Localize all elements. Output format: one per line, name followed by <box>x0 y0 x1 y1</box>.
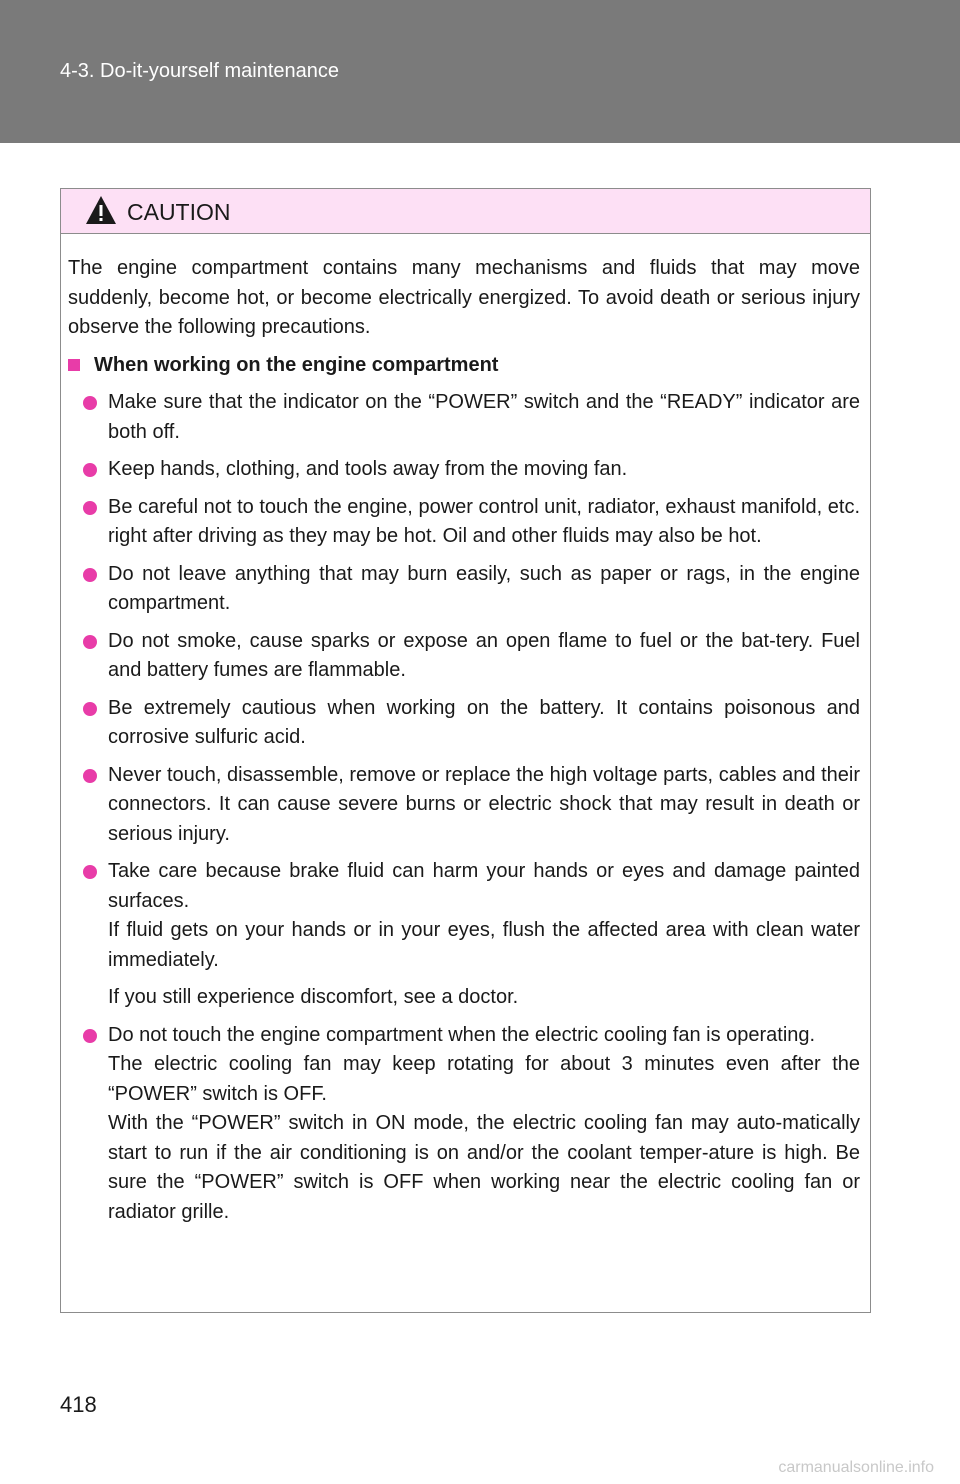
round-bullet-icon <box>83 463 97 477</box>
list-item <box>68 857 860 1013</box>
round-bullet-icon <box>83 635 97 649</box>
caution-box <box>60 188 871 1313</box>
item-text: The electric cooling fan may keep rotating for about 3 minutes even after the “POWER” switch is OFF. <box>108 1053 860 1105</box>
subhead <box>68 351 860 381</box>
item-text: Do not touch the engine compartment when the electric cooling fan is operating. <box>108 1023 816 1046</box>
item-text: Make sure that the indicator on the “POWER” switch and the “READY” indicator are both off. <box>108 391 860 443</box>
round-bullet-icon <box>83 396 97 410</box>
list-item <box>68 493 860 552</box>
list-item <box>68 560 860 619</box>
caution-title: CAUTION <box>127 199 231 225</box>
round-bullet-icon <box>83 1029 97 1043</box>
item-text: If you still experience discomfort, see a doctor. <box>108 986 519 1008</box>
item-text: Be careful not to touch the engine, power control unit, radiator, exhaust manifold, etc. right after driving as they may be hot. Oil and other fluids may also be hot. <box>108 495 860 547</box>
caution-body <box>61 234 870 1227</box>
list-item <box>68 694 860 753</box>
precaution-list <box>68 388 860 1227</box>
round-bullet-icon <box>83 501 97 515</box>
page-header <box>0 0 960 143</box>
list-item <box>68 627 860 686</box>
caution-header <box>61 189 870 234</box>
list-item <box>68 388 860 447</box>
item-text: Do not smoke, cause sparks or expose an open flame to fuel or the bat-tery. Fuel and battery fumes are flammable. <box>108 629 860 681</box>
caution-intro: The engine compartment contains many mechanisms and fluids that may move suddenly, become hot, or become electrically energized. To avoid death or serious injury observe the following precautions. <box>68 257 860 338</box>
list-item <box>68 761 860 850</box>
watermark: carmanualsonline.info <box>778 1459 934 1476</box>
list-item <box>68 455 860 485</box>
item-text: Do not leave anything that may burn easily, such as paper or rags, in the engine compartment. <box>108 562 860 614</box>
round-bullet-icon <box>83 568 97 582</box>
round-bullet-icon <box>83 702 97 716</box>
warning-icon <box>85 195 117 225</box>
page-number: 418 <box>60 1392 97 1417</box>
item-text: If fluid gets on your hands or in your eyes, flush the affected area with clean water immediately. <box>108 919 860 971</box>
item-text: Keep hands, clothing, and tools away from the moving fan. <box>108 458 628 480</box>
item-text: Never touch, disassemble, remove or replace the high voltage parts, cables and their connectors. It can cause severe burns or electric shock that may result in death or serious injury. <box>108 763 860 845</box>
section-title: 4-3. Do-it-yourself maintenance <box>60 60 340 82</box>
item-text: With the “POWER” switch in ON mode, the electric cooling fan may auto-matically start to run if the air conditioning is on and/or the coolant temper-ature is high. Be sure the “POWER” switch is OFF when working near the electric cooling fan or radiator grille. <box>108 1112 860 1223</box>
square-bullet-icon <box>68 359 80 371</box>
item-text: Be extremely cautious when working on the battery. It contains poisonous and corrosive sulfuric acid. <box>108 696 860 748</box>
subhead-text: When working on the engine compartment <box>94 353 499 376</box>
list-item <box>68 1021 860 1228</box>
item-text: Take care because brake fluid can harm your hands or eyes and damage painted surfaces. <box>108 860 860 912</box>
round-bullet-icon <box>83 865 97 879</box>
round-bullet-icon <box>83 769 97 783</box>
